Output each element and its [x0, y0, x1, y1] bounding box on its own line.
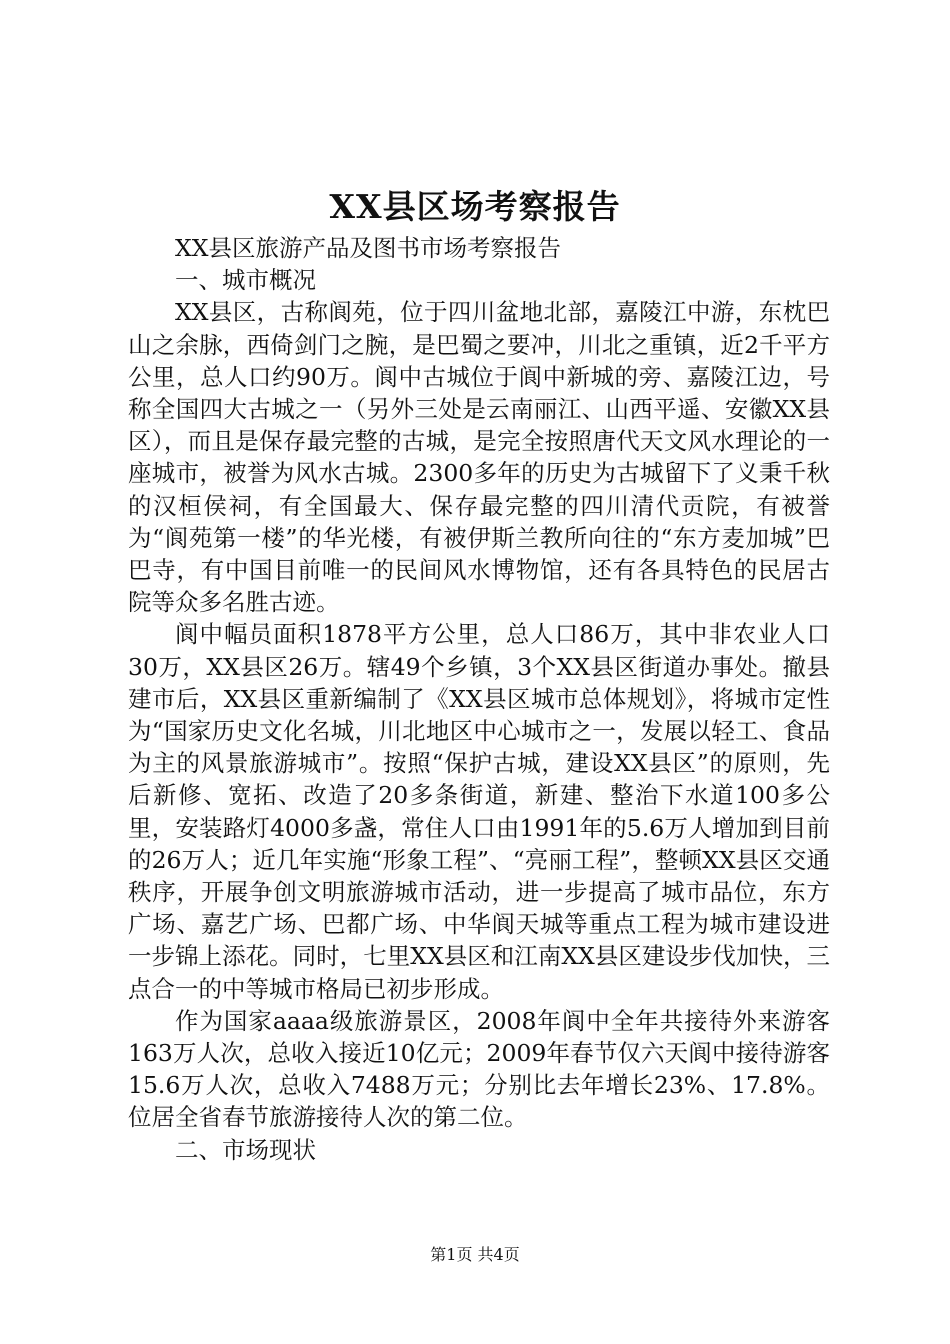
document-body [128, 232, 830, 1166]
page-number-footer: 第1页 共4页 [430, 1245, 520, 1264]
body-paragraph: 阆中幅员面积1878平方公里，总人口86万，其中非农业人口30万，XX县区26万。辖49个乡镇，3个XX县区街道办事处。撤县建市后，XX县区重新编制了《XX县区城市总体规划》，将城市定性为“国家历史文化名城，川北地区中心城市之一，发展以轻工、食品为主的风景旅游城市”。按照“保护古城，建设XX县区”的原则，先后新修、宽拓、改造了20多条街道，新建、整治下水道100多公里，安装路灯4000多盏，常住人口由1991年的5.6万人增加到目前的26万人；近几年实施“形象工程”、“亮丽工程”，整顿XX县区交通秩序，开展争创文明旅游城市活动，进一步提高了城市品位，东方广场、嘉艺广场、巴都广场、中华阆天城等重点工程为城市建设进一步锦上添花。同时，七里XX县区和江南XX县区建设步伐加快，三点合一的中等城市格局已初步形成。 [128, 620, 830, 1003]
section-heading-market-status: 二、市场现状 [175, 1135, 316, 1164]
body-paragraph: 作为国家aaaa级旅游景区，2008年阆中全年共接待外来游客163万人次，总收入接近10亿元；2009年春节仅六天阆中接待游客15.6万人次，总收入7488万元；分别比去年增长23%、17.8%。位居全省春节旅游接待人次的第二位。 [128, 1006, 830, 1132]
subtitle-paragraph: XX县区旅游产品及图书市场考察报告 [175, 234, 561, 262]
body-paragraph: XX县区，古称阆苑，位于四川盆地北部，嘉陵江中游，东枕巴山之余脉，西倚剑门之腕，是巴蜀之要冲，川北之重镇，近2千平方公里，总人口约90万。阆中古城位于阆中新城的旁、嘉陵江边，号称全国四大古城之一（另外三处是云南丽江、山西平遥、安徽XX县区），而且是保存最完整的古城，是完全按照唐代天文风水理论的一座城市，被誉为风水古城。2300多年的历史为古城留下了义秉千秋的汉桓侯祠，有全国最大、保存最完整的四川清代贡院，有被誉为“阆苑第一楼”的华光楼，有被伊斯兰教所向往的“东方麦加城”巴巴寺，有中国目前唯一的民间风水博物馆，还有各具特色的民居古院等众多名胜古迹。 [128, 298, 830, 617]
section-heading-city-overview: 一、城市概况 [175, 266, 316, 295]
document-title: XX县区场考察报告 [329, 187, 621, 226]
